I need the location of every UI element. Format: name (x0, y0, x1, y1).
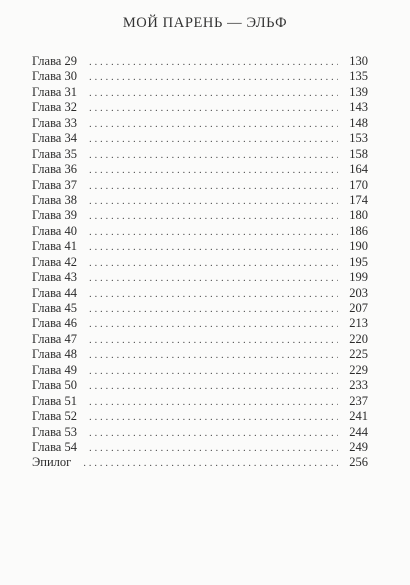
toc-entry-label: Глава 43 (32, 270, 77, 285)
toc-leader-dots (89, 117, 338, 132)
toc-entry-label: Глава 48 (32, 347, 77, 362)
toc-entry-label: Глава 50 (32, 378, 77, 393)
toc-entry-page: 174 (349, 192, 368, 207)
toc-entry (32, 316, 368, 331)
running-header: МОЙ ПАРЕНЬ — ЭЛЬФ (122, 15, 288, 31)
toc-entry-label: Глава 32 (32, 100, 77, 115)
toc-entry (32, 347, 368, 362)
toc-leader-dots (89, 70, 338, 85)
toc-leader-dots (89, 240, 338, 255)
toc-entry-page: 249 (349, 439, 368, 454)
toc-leader-dots (89, 426, 338, 441)
toc-entry-page: 148 (349, 115, 368, 130)
toc-entry (32, 224, 368, 239)
toc-entry (32, 116, 368, 131)
toc-entry (32, 69, 368, 84)
toc-entry-page: 164 (349, 162, 368, 177)
toc-entry-page: 180 (349, 208, 368, 223)
toc-entry (32, 425, 368, 440)
toc-entry-label: Глава 37 (32, 177, 77, 192)
toc-entry-page: 199 (349, 270, 368, 285)
toc-entry-page: 139 (349, 84, 368, 99)
toc-entry (32, 85, 368, 100)
toc-leader-dots (89, 271, 338, 286)
toc-leader-dots (89, 86, 338, 101)
toc-entry (32, 208, 368, 223)
toc-entry (32, 378, 368, 393)
toc-entry (32, 239, 368, 254)
toc-leader-dots (89, 441, 338, 456)
toc-leader-dots (89, 55, 338, 70)
toc-entry-label: Глава 41 (32, 239, 77, 254)
toc-leader-dots (89, 317, 338, 332)
toc-leader-dots (89, 333, 338, 348)
toc-entry-label: Глава 47 (32, 331, 77, 346)
toc-leader-dots (89, 256, 338, 271)
toc-entry-label: Эпилог (32, 455, 72, 470)
toc-entry-page: 225 (349, 347, 368, 362)
toc-entry-page: 135 (349, 69, 368, 84)
toc-entry-page: 130 (349, 54, 368, 68)
toc-entry-label: Глава 30 (32, 69, 77, 84)
toc-entry (32, 100, 368, 115)
toc-entry-page: 237 (349, 393, 368, 408)
toc-entry (32, 178, 368, 193)
toc-entry-page: 143 (349, 100, 368, 115)
toc-entry-page: 220 (349, 331, 368, 346)
toc-entry (32, 147, 368, 162)
toc-entry-page: 170 (349, 177, 368, 192)
toc-entry-label: Глава 33 (32, 115, 77, 130)
toc-entry (32, 131, 368, 146)
toc-entry (32, 286, 368, 301)
toc-entry-page: 241 (349, 409, 368, 424)
toc-leader-dots (83, 456, 338, 471)
toc-entry-label: Глава 34 (32, 131, 77, 146)
toc-leader-dots (89, 194, 338, 209)
toc-entry-page: 195 (349, 254, 368, 269)
toc-entry (32, 394, 368, 409)
toc-leader-dots (89, 410, 338, 425)
toc-entry (32, 162, 368, 177)
toc-leader-dots (89, 148, 338, 163)
toc-entry (32, 440, 368, 455)
toc-entry-page: 207 (349, 301, 368, 315)
toc-leader-dots (89, 132, 338, 147)
toc-entry-page: 153 (349, 131, 368, 146)
toc-entry-label: Глава 39 (32, 208, 77, 223)
toc-entry-page: 233 (349, 378, 368, 393)
toc-entry-page: 203 (349, 285, 368, 300)
toc-leader-dots (89, 209, 338, 224)
toc-entry (32, 270, 368, 285)
toc-entry-label: Глава 51 (32, 393, 77, 408)
toc-entry (32, 363, 368, 378)
toc-entry-page: 229 (349, 362, 368, 377)
toc-entry-label: Глава 52 (32, 409, 77, 424)
toc-leader-dots (89, 364, 338, 379)
toc-entry-page: 190 (349, 239, 368, 254)
toc-entry (32, 301, 368, 316)
toc-entry-label: Глава 40 (32, 223, 77, 238)
toc-entry-label: Глава 45 (32, 301, 77, 315)
toc-entry (32, 332, 368, 347)
toc-entry-label: Глава 44 (32, 285, 77, 300)
toc-leader-dots (89, 395, 338, 410)
toc-entry-label: Глава 38 (32, 192, 77, 207)
toc-leader-dots (89, 179, 338, 194)
toc-entry (32, 455, 368, 470)
toc-leader-dots (89, 287, 338, 302)
toc-entry-label: Глава 53 (32, 424, 77, 439)
toc-entry-label: Глава 49 (32, 362, 77, 377)
toc-entry-label: Глава 35 (32, 146, 77, 161)
toc-entry (32, 409, 368, 424)
toc-entry-page: 186 (349, 223, 368, 238)
toc-entry-label: Глава 29 (32, 54, 77, 68)
toc-entry-page: 256 (349, 455, 368, 470)
toc-entry (32, 54, 368, 69)
toc-leader-dots (89, 101, 338, 116)
toc-entry-label: Глава 54 (32, 439, 77, 454)
toc-leader-dots (89, 225, 338, 240)
toc-entry-label: Глава 36 (32, 162, 77, 177)
toc-entry (32, 255, 368, 270)
toc-entry-page: 244 (349, 424, 368, 439)
toc-leader-dots (89, 302, 338, 317)
table-of-contents (32, 54, 368, 471)
toc-leader-dots (89, 348, 338, 363)
toc-entry-page: 213 (349, 316, 368, 331)
toc-entry-label: Глава 42 (32, 254, 77, 269)
toc-leader-dots (89, 163, 338, 178)
toc-entry-label: Глава 31 (32, 84, 77, 99)
toc-entry-page: 158 (349, 146, 368, 161)
toc-leader-dots (89, 379, 338, 394)
toc-entry-label: Глава 46 (32, 316, 77, 331)
toc-entry (32, 193, 368, 208)
